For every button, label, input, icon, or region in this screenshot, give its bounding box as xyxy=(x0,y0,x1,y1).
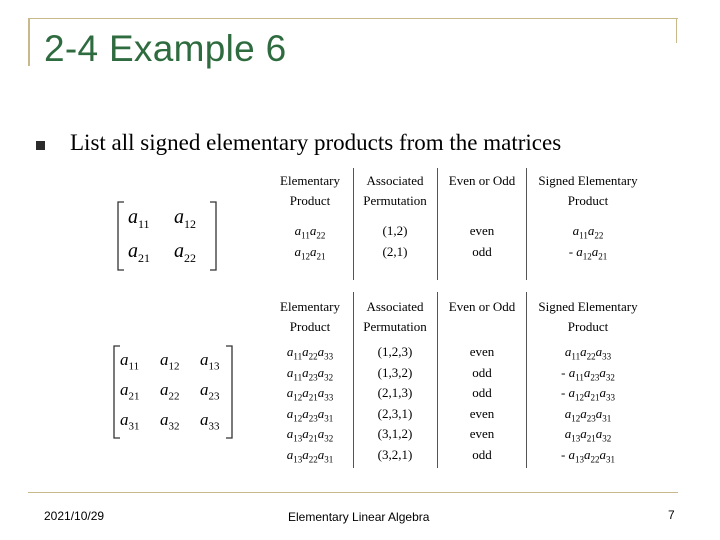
table-cell: even xyxy=(469,426,495,441)
table-divider xyxy=(437,292,438,468)
column-signed xyxy=(528,221,648,262)
matrix-entry: $a_{21}$ xyxy=(128,240,150,265)
column-products xyxy=(268,221,352,262)
column-signed xyxy=(528,342,648,465)
table-cell: (2,3,1) xyxy=(377,405,413,421)
table-divider xyxy=(526,168,527,280)
table-cell: $a_{11}a_{22}$ xyxy=(572,223,604,241)
table-cell: $a_{11}a_{23}a_{32}$ xyxy=(286,364,334,383)
matrix-entry: $a_{31}$ xyxy=(120,410,140,433)
matrix-3x3 xyxy=(112,344,234,440)
header-associated-permutation: Associated Permutation xyxy=(363,173,427,208)
table-cell: (1,2,3) xyxy=(377,344,413,359)
table-cell: (2,1) xyxy=(382,243,408,259)
matrix-entry: $a_{11}$ xyxy=(128,206,150,231)
table-cell: - $a_{11}a_{23}a_{32}$ xyxy=(561,364,615,383)
bullet-square-icon xyxy=(36,141,45,150)
frame-top-line xyxy=(28,18,678,19)
footer-subject: Elementary Linear Algebra xyxy=(288,510,430,524)
table-cell: $a_{12}a_{23}a_{31}$ xyxy=(286,405,334,424)
matrix-2x2 xyxy=(116,200,218,272)
table-cell: - $a_{12}a_{21}a_{33}$ xyxy=(560,385,616,403)
header-elementary-product: Elementary Product xyxy=(280,299,340,334)
frame-left-line xyxy=(28,18,30,66)
table-cell: odd xyxy=(472,446,492,462)
table-cell: even xyxy=(469,344,495,359)
table-cell: even xyxy=(469,223,495,238)
table-cell: even xyxy=(469,405,495,421)
table-cell: odd xyxy=(472,385,492,400)
frame-bottom-line xyxy=(28,492,678,493)
matrix-entry: $a_{32}$ xyxy=(160,410,180,433)
table-cell: - $a_{13}a_{22}a_{31}$ xyxy=(560,446,616,465)
matrix-entry: $a_{22}$ xyxy=(160,380,180,403)
matrix-entry: $a_{23}$ xyxy=(200,380,220,403)
matrix-entry: $a_{12}$ xyxy=(174,206,196,231)
frame-right-line xyxy=(676,18,677,43)
header-associated-permutation: Associated Permutation xyxy=(363,299,427,334)
header-even-or-odd: Even or Odd xyxy=(448,299,516,314)
table-cell: (1,2) xyxy=(382,223,408,238)
table-cell: (3,1,2) xyxy=(377,426,413,441)
footer-page-number: 7 xyxy=(668,508,675,522)
matrix-entry: $a_{12}$ xyxy=(160,350,180,373)
table-divider xyxy=(526,292,527,468)
table-cell: $a_{11}a_{22}a_{33}$ xyxy=(286,344,334,362)
table-divider xyxy=(437,168,438,280)
footer-date: 2021/10/29 xyxy=(44,509,105,523)
matrix-entry: $a_{13}$ xyxy=(200,350,220,373)
table-cell: $a_{11}a_{22}a_{33}$ xyxy=(564,344,612,362)
header-signed-elementary-product: Signed Elementary Product xyxy=(538,299,638,334)
table-cell: odd xyxy=(472,243,492,259)
table-cell: (1,3,2) xyxy=(377,364,413,380)
bullet-text: List all signed elementary products from the matrices xyxy=(70,130,562,155)
table-cell: - $a_{12}a_{21}$ xyxy=(568,243,608,262)
header-signed-elementary-product: Signed Elementary Product xyxy=(538,173,638,208)
table-cell: (3,2,1) xyxy=(377,446,413,462)
table-cell: $a_{13}a_{21}a_{32}$ xyxy=(564,426,612,444)
column-products xyxy=(268,342,352,465)
header-even-or-odd: Even or Odd xyxy=(448,173,516,188)
matrix-entry: $a_{21}$ xyxy=(120,380,140,403)
matrix-entry: $a_{33}$ xyxy=(200,410,220,433)
table-cell: (2,1,3) xyxy=(377,385,413,400)
table-cell: $a_{12}a_{21}$ xyxy=(294,243,326,262)
column-permutations xyxy=(354,342,436,465)
column-parity xyxy=(440,221,524,262)
table-cell: odd xyxy=(472,364,492,380)
matrix-entry: $a_{11}$ xyxy=(120,350,140,373)
table-cell: $a_{12}a_{21}a_{33}$ xyxy=(286,385,334,403)
column-parity xyxy=(440,342,524,465)
table-cell: $a_{13}a_{22}a_{31}$ xyxy=(286,446,334,465)
matrix-entry: $a_{22}$ xyxy=(174,240,196,265)
table-cell: $a_{13}a_{21}a_{32}$ xyxy=(286,426,334,444)
slide-title: 2-4 Example 6 xyxy=(44,28,287,69)
table-cell: $a_{12}a_{23}a_{31}$ xyxy=(564,405,612,424)
header-elementary-product: Elementary Product xyxy=(280,173,340,208)
column-permutations xyxy=(354,221,436,262)
table-cell: $a_{11}a_{22}$ xyxy=(294,223,326,241)
